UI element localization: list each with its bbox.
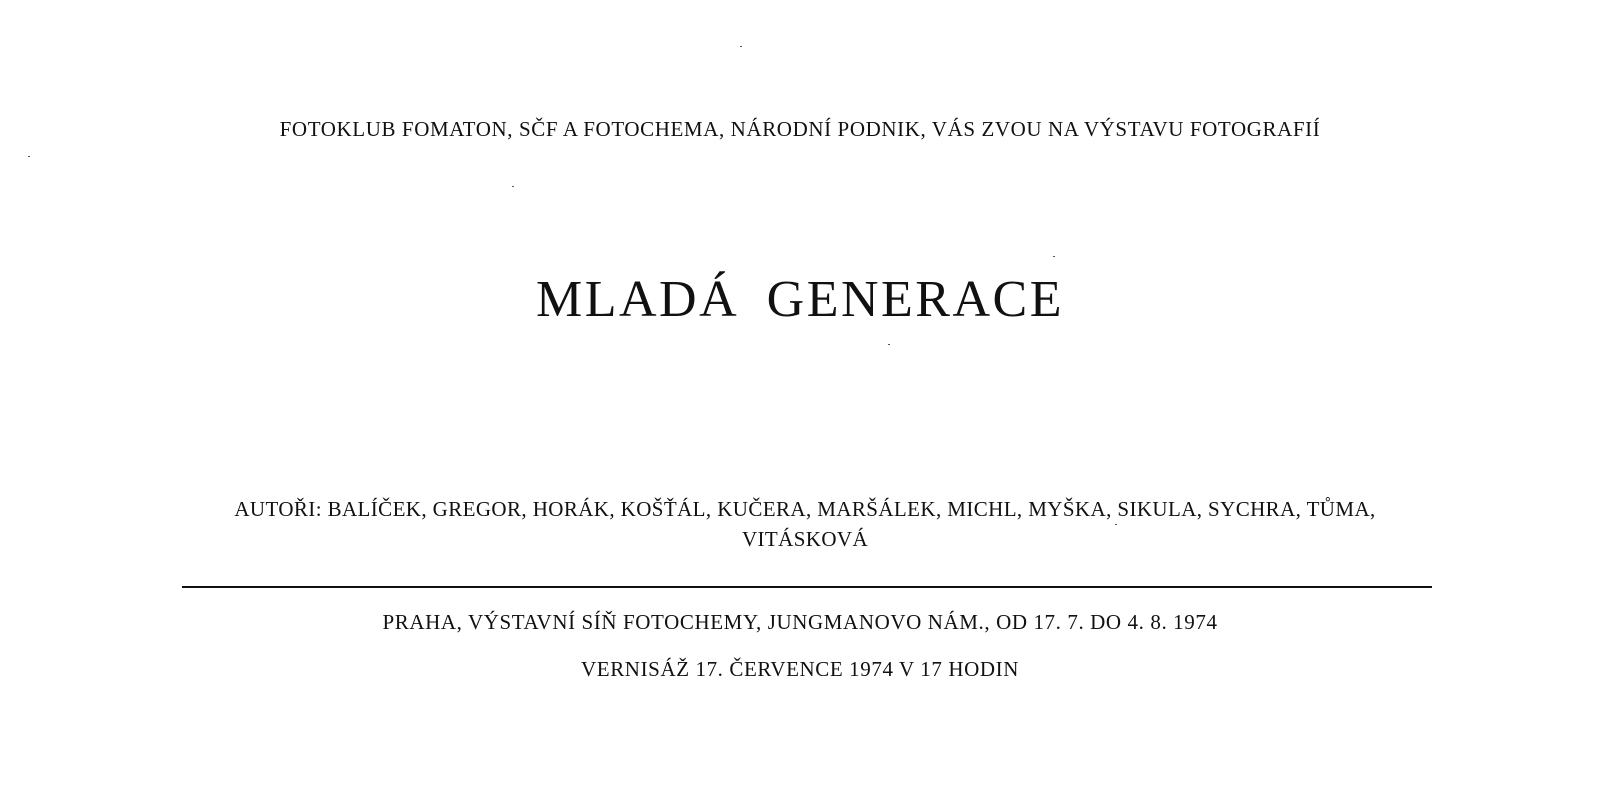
paper-speck — [1115, 524, 1117, 525]
paper-speck — [512, 186, 514, 187]
paper-speck — [740, 46, 742, 47]
organizers-line: FOTOKLUB FOMATON, SČF A FOTOCHEMA, NÁRODNÍ PODNIK, VÁS ZVOU NA VÝSTAVU FOTOGRAFIÍ — [279, 117, 1321, 141]
authors-line: AUTOŘI: BALÍČEK, GREGOR, HORÁK, KOŠŤÁL, KUČERA, MARŠÁLEK, MICHL, MYŠKA, SIKULA, SYCHRA, TŮMA, VITÁSKOVÁ — [234, 497, 1376, 551]
exhibition-title: MLADÁ GENERACE — [536, 271, 1064, 328]
divider-rule — [182, 586, 1432, 588]
paper-speck — [28, 156, 30, 157]
opening-line: VERNISÁŽ 17. ČERVENCE 1974 V 17 HODIN — [581, 657, 1019, 681]
venue-line: PRAHA, VÝSTAVNÍ SÍŇ FOTOCHEMY, JUNGMANOVO NÁM., OD 17. 7. DO 4. 8. 1974 — [382, 610, 1218, 634]
paper-speck — [888, 344, 890, 345]
paper-speck — [1053, 256, 1055, 257]
